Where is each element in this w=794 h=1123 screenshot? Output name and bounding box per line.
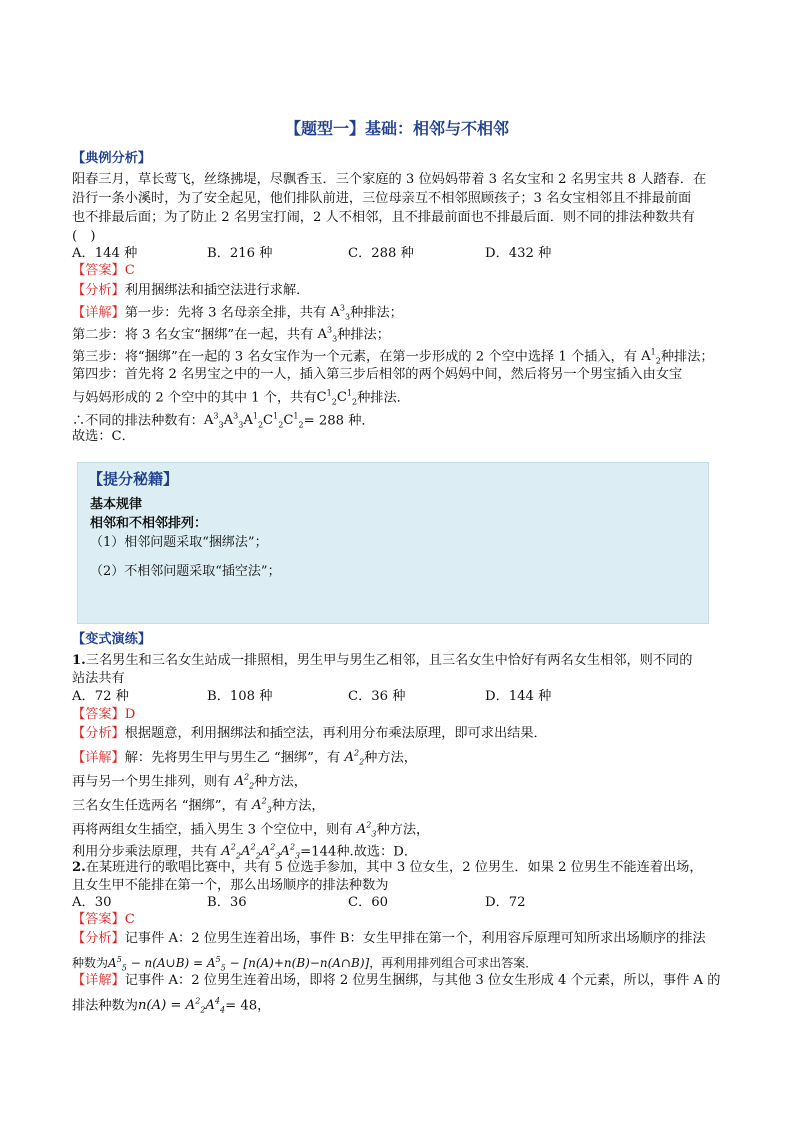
tips-subheading: 基本规律 [90, 497, 143, 512]
problem-text: 三名男生和三名女生站成一排照相，男生甲与男生乙相邻，且三名女生中恰好有两名女生相邻，则不同的 [85, 653, 693, 668]
problem-number: 1. [72, 653, 86, 668]
question-line-1: 阳春三月，草长莺飞，丝绦拂堤，尽飘香玉．三个家庭的 3 位妈妈带着 3 名女宝和 2 名男宝共 8 人踏春．在 [72, 172, 707, 187]
formula: $A^2_2A^2_2A^2_3A^2_3$ [221, 843, 301, 862]
detail-text: 排法种数为 [72, 998, 138, 1014]
answer-value: C [124, 912, 135, 927]
detail-text: 第二步：将 3 名女宝“捆绑”在一起，共有 [72, 327, 314, 343]
problem-1-detail-3 [72, 793, 325, 820]
detail-line-4: 第四步：首先将 2 名男宝之中的一人，插入第三步后相邻的两个妈妈中间，然后将另一个男宝插入由女宝 [72, 367, 683, 382]
detail-text: 再将两组女生插空，插入男生 3 个空位中，则有 [72, 822, 353, 838]
detail-text: 第三步：将“捆绑”在一起的 3 名女宝作为一个元素，在第一步形成的 2 个空中选择 1 个插入，有 [72, 349, 637, 365]
detail-text: 种方法， [364, 750, 417, 766]
detail-label: 【详解】 [72, 750, 125, 766]
analysis-label: 【分析】 [72, 726, 125, 741]
detail-text: 种排法． [357, 390, 410, 406]
detail-text: =144种.故选：D． [300, 844, 418, 860]
detail-line-7: 故选：C． [72, 429, 135, 444]
detail-label: 【详解】 [72, 305, 125, 321]
formula: $A^2_2$ [344, 749, 365, 768]
problem-1-analysis [72, 725, 547, 743]
problem-1-line-2: 站法共有 [72, 671, 125, 686]
detail-text: 种方法， [376, 822, 430, 838]
analysis-text: ，再利用排列组合可求出答案． [369, 956, 538, 970]
detail-text: 种方法， [254, 774, 307, 790]
problem-2-answer [72, 911, 135, 929]
detail-text: 解：先将男生甲与男生乙 “捆绑”，有 [124, 750, 341, 766]
tips-subheading-2: 相邻和不相邻排列： [90, 516, 208, 531]
problem-2-detail-2 [72, 993, 270, 1020]
problem-1-detail-2 [72, 769, 307, 796]
problem-1-detail-1 [72, 745, 417, 772]
option-d: D．144 种 [485, 689, 552, 704]
detail-text: = 48， [225, 998, 271, 1014]
option-b: B．36 [207, 895, 247, 910]
detail-text: 与妈妈形成的 2 个空中的其中 1 个，共有 [72, 390, 317, 406]
formula: $A^1_2$ [641, 348, 661, 367]
detail-text: 记事件 A：2 位男生连着出场，即将 2 位男生捆绑，与其他 3 位女生形成 4 个元素，所以，事件 A 的 [124, 973, 721, 988]
tips-box [77, 462, 709, 624]
detail-text: 种排法； [350, 305, 403, 321]
option-b: B．216 种 [207, 246, 273, 261]
detail-label: 【详解】 [72, 973, 125, 988]
analysis-text: 根据题意，利用捆绑法和插空法，再利用分布乘法原理，即可求出结果． [124, 726, 547, 741]
problem-1-answer [72, 706, 135, 724]
formula: $A^2_3$ [356, 821, 377, 840]
option-c: C．36 种 [348, 689, 406, 704]
option-a: A．30 [72, 895, 112, 910]
option-c: C．288 种 [348, 246, 414, 261]
option-a: A．144 种 [72, 246, 138, 261]
analysis-label: 【分析】 [72, 283, 125, 298]
detail-text: 第一步：先将 3 名母亲全排，共有 [124, 305, 327, 321]
formula: $A^3_3$ [317, 326, 338, 345]
option-c: C．60 [348, 895, 389, 910]
detail-text: 再与另一个男生排列，则有 [72, 774, 231, 790]
answer-label: 【答案】 [72, 263, 125, 278]
answer-label: 【答案】 [72, 912, 125, 927]
detail-text: = 288 种． [303, 413, 375, 429]
option-d: D．72 [485, 895, 526, 910]
detail-text: 利用分步乘法原理，共有 [72, 844, 218, 860]
option-a: A．72 种 [72, 689, 129, 704]
analysis-text: 利用捆绑法和插空法进行求解． [124, 283, 310, 298]
tips-point-1: （1）相邻问题采取“捆绑法”； [90, 535, 268, 550]
formula: $A^5_5$ − n(A∪B) = $A^5_5$ − [n(A)+n(B)−n(A∩B)] [108, 955, 370, 973]
example-analysis-heading: 【典例分析】 [72, 151, 152, 166]
question-line-3: 也不排最后面；为了防止 2 名男宝打闹，2 人不相邻，且不排最前面也不排最后面．则不同的排法种数共有 [72, 210, 695, 225]
analysis-text: 记事件 A：2 位男生连着出场，事件 B：女生甲排在第一个，利用容斥原理可知所求出场顺序的排法 [124, 931, 706, 946]
practice-heading: 【变式演练】 [72, 632, 152, 647]
question-line-2: 沿行一条小溪时，为了安全起见，他们排队前进，三位母亲互不相邻照顾孩子；3 名女宝相邻且不排最前面 [72, 191, 692, 206]
question-line-4: ( ) [72, 229, 96, 244]
problem-2-analysis-1 [72, 930, 706, 948]
detail-text: 种排法； [660, 349, 714, 365]
answer-line [72, 262, 135, 280]
formula: $A^2_2$ [234, 773, 255, 792]
detail-text: 种排法； [337, 327, 390, 343]
option-d: D．432 种 [485, 246, 552, 261]
problem-2-line-2: 且女生甲不能排在第一个，那么出场顺序的排法种数为 [72, 878, 389, 893]
problem-1-line-1 [72, 652, 692, 670]
tips-heading: 【提分秘籍】 [88, 470, 179, 488]
option-b: B．108 种 [207, 689, 273, 704]
section-title: 【题型一】基础：相邻与不相邻 [284, 119, 509, 138]
formula: $A^3_3A^3_3A^1_2C^1_2C^1_2$ [203, 412, 304, 431]
tips-point-2: （2）不相邻问题采取“插空法”； [90, 564, 281, 579]
problem-2-detail-1 [72, 972, 720, 990]
answer-value: D [124, 707, 136, 722]
answer-value: C [124, 263, 135, 278]
analysis-line [72, 282, 309, 300]
detail-text: ∴不同的排法种数有： [72, 413, 204, 429]
formula: $n(A) = A^2_2A^4_4$ [137, 997, 226, 1016]
detail-text: 种方法， [271, 798, 325, 814]
detail-text: 三名女生任选两名 “捆绑”，有 [72, 798, 248, 814]
formula: $C^1_2C^1_2$ [316, 389, 358, 408]
answer-label: 【答案】 [72, 707, 125, 722]
problem-2-line-1 [72, 859, 703, 877]
analysis-text: 种数为 [72, 956, 109, 970]
formula: $A^2_3$ [252, 797, 272, 816]
problem-text: 在某班进行的歌唱比赛中，共有 5 位选手参加，其中 3 位女生，2 位男生．如果 2 位男生不能连着出场， [85, 860, 703, 875]
problem-number: 2. [72, 860, 86, 875]
formula: $A^3_3$ [330, 304, 351, 323]
analysis-label: 【分析】 [72, 931, 125, 946]
